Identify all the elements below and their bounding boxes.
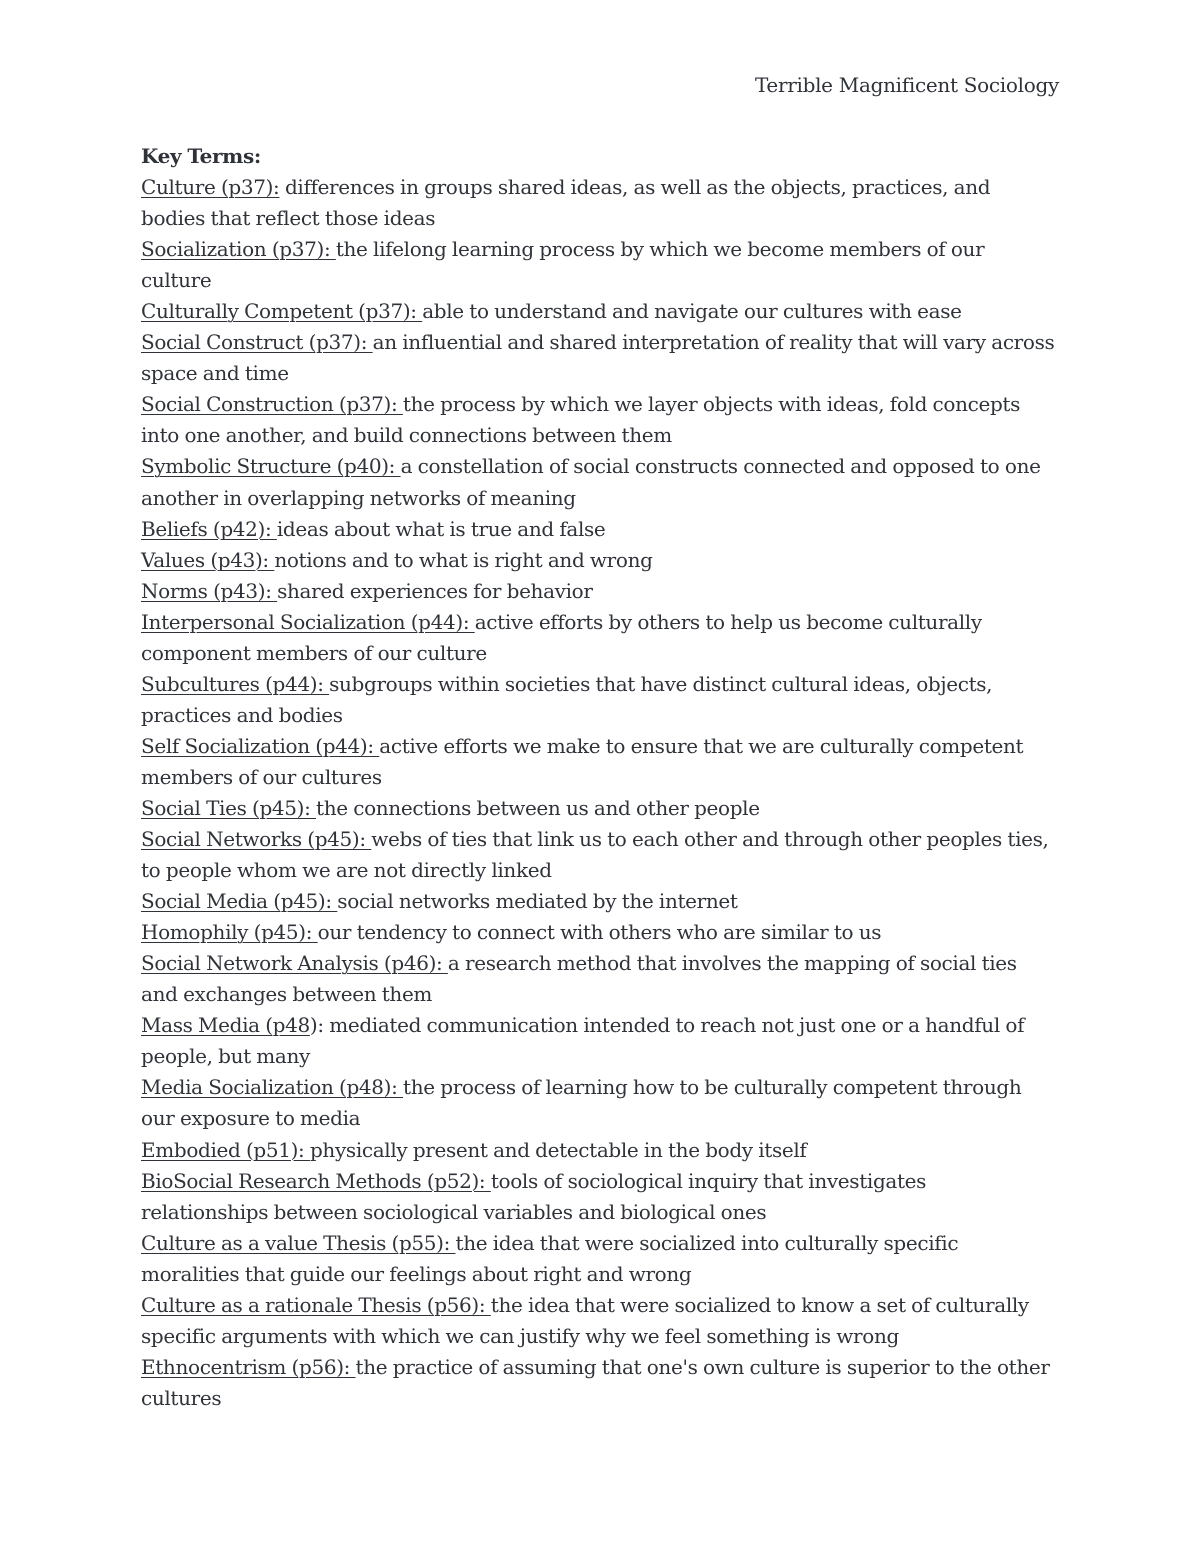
glossary-definition: active efforts by others to help us become culturally component members of our culture <box>141 609 982 665</box>
glossary-term: Culture as a value Thesis (p55): <box>141 1230 456 1255</box>
glossary-definition: tools of sociological inquiry that investigates relationships between sociological variables and biological ones <box>141 1168 927 1224</box>
glossary-term: Socialization (p37): <box>141 237 336 262</box>
glossary-term: Ethnocentrism (p56): <box>141 1354 356 1379</box>
glossary-entry <box>141 607 1056 669</box>
glossary-definition: a constellation of social constructs connected and opposed to one another in overlapping networks of meaning <box>141 454 1041 510</box>
glossary-term: Social Networks (p45): <box>141 827 372 852</box>
glossary-entry <box>141 1166 1056 1228</box>
glossary-entry <box>141 669 1056 731</box>
glossary-entry <box>141 172 1056 234</box>
key-terms-section <box>141 141 1056 1414</box>
glossary-definition: the idea that were socialized to know a set of culturally specific arguments with which we can justify why we feel something is wrong <box>141 1292 1029 1348</box>
glossary-entry <box>141 886 1056 917</box>
glossary-definition: shared experiences for behavior <box>277 578 593 603</box>
glossary-definition: subgroups within societies that have distinct cultural ideas, objects, practices and bodies <box>141 671 993 727</box>
glossary-definition: ideas about what is true and false <box>276 516 606 541</box>
glossary-entry <box>141 917 1056 948</box>
glossary-entry <box>141 1352 1056 1414</box>
section-heading: Key Terms: <box>141 144 261 168</box>
glossary-entry <box>141 451 1056 513</box>
glossary-term: Social Media (p45): <box>141 889 338 914</box>
glossary-entry <box>141 1072 1056 1134</box>
glossary-definition: the lifelong learning process by which we become members of our culture <box>141 237 985 293</box>
key-terms-list <box>141 172 1056 1414</box>
glossary-definition: a research method that involves the mapping of social ties and exchanges between them <box>141 951 1017 1007</box>
glossary-term: Values (p43): <box>141 547 275 572</box>
glossary-entry <box>141 824 1056 886</box>
glossary-term: Homophily (p45): <box>141 920 318 945</box>
glossary-term: Social Construct (p37): <box>141 330 373 355</box>
glossary-term: Culture (p37): <box>141 175 280 200</box>
glossary-definition: the practice of assuming that one's own culture is superior to the other cultures <box>141 1354 1050 1410</box>
glossary-entry <box>141 545 1056 576</box>
glossary-term: Symbolic Structure (p40): <box>141 454 401 479</box>
glossary-definition: notions and to what is right and wrong <box>274 547 653 572</box>
glossary-entry <box>141 234 1056 296</box>
glossary-definition: the connections between us and other people <box>316 795 760 820</box>
glossary-term: Embodied (p51): <box>141 1137 310 1162</box>
glossary-term: Mass Media (p48 <box>141 1013 310 1038</box>
glossary-term: Media Socialization (p48): <box>141 1075 404 1100</box>
glossary-term: Beliefs (p42): <box>141 516 277 541</box>
glossary-entry <box>141 793 1056 824</box>
running-header: Terrible Magnificent Sociology <box>754 73 1059 97</box>
glossary-entry <box>141 731 1056 793</box>
glossary-term: Social Construction (p37): <box>141 392 403 417</box>
glossary-entry <box>141 1290 1056 1352</box>
glossary-definition: the process by which we layer objects with ideas, fold concepts into one another, and build connections between them <box>141 392 1021 448</box>
glossary-term: Culturally Competent (p37): <box>141 299 423 324</box>
glossary-entry <box>141 1135 1056 1166</box>
glossary-definition: the idea that were socialized into culturally specific moralities that guide our feelings about right and wrong <box>141 1230 959 1286</box>
glossary-definition: webs of ties that link us to each other and through other peoples ties, to people whom we are not directly linked <box>141 827 1049 883</box>
glossary-term: Culture as a rationale Thesis (p56): <box>141 1292 491 1317</box>
glossary-term: Social Network Analysis (p46): <box>141 951 448 976</box>
glossary-entry <box>141 296 1056 327</box>
glossary-term: Norms (p43): <box>141 578 278 603</box>
glossary-definition: ): mediated communication intended to reach not just one or a handful of people, but many <box>141 1013 1025 1069</box>
glossary-entry <box>141 576 1056 607</box>
glossary-definition: our tendency to connect with others who are similar to us <box>317 920 882 945</box>
glossary-entry <box>141 327 1056 389</box>
glossary-term: BioSocial Research Methods (p52): <box>141 1168 491 1193</box>
glossary-definition: social networks mediated by the internet <box>337 889 738 914</box>
glossary-definition: able to understand and navigate our cultures with ease <box>422 299 962 324</box>
glossary-entry <box>141 1228 1056 1290</box>
glossary-entry <box>141 389 1056 451</box>
glossary-term: Self Socialization (p44): <box>141 733 380 758</box>
glossary-entry <box>141 948 1056 1010</box>
glossary-term: Subcultures (p44): <box>141 671 330 696</box>
glossary-definition: the process of learning how to be culturally competent through our exposure to media <box>141 1075 1022 1131</box>
glossary-entry <box>141 1010 1056 1072</box>
glossary-definition: physically present and detectable in the body itself <box>309 1137 807 1162</box>
glossary-entry <box>141 514 1056 545</box>
glossary-term: Social Ties (p45): <box>141 795 317 820</box>
glossary-definition: differences in groups shared ideas, as well as the objects, practices, and bodies that reflect those ideas <box>141 175 991 231</box>
glossary-definition: active efforts we make to ensure that we are culturally competent members of our cultures <box>141 733 1024 789</box>
glossary-definition: an influential and shared interpretation of reality that will vary across space and time <box>141 330 1055 386</box>
glossary-term: Interpersonal Socialization (p44): <box>141 609 475 634</box>
